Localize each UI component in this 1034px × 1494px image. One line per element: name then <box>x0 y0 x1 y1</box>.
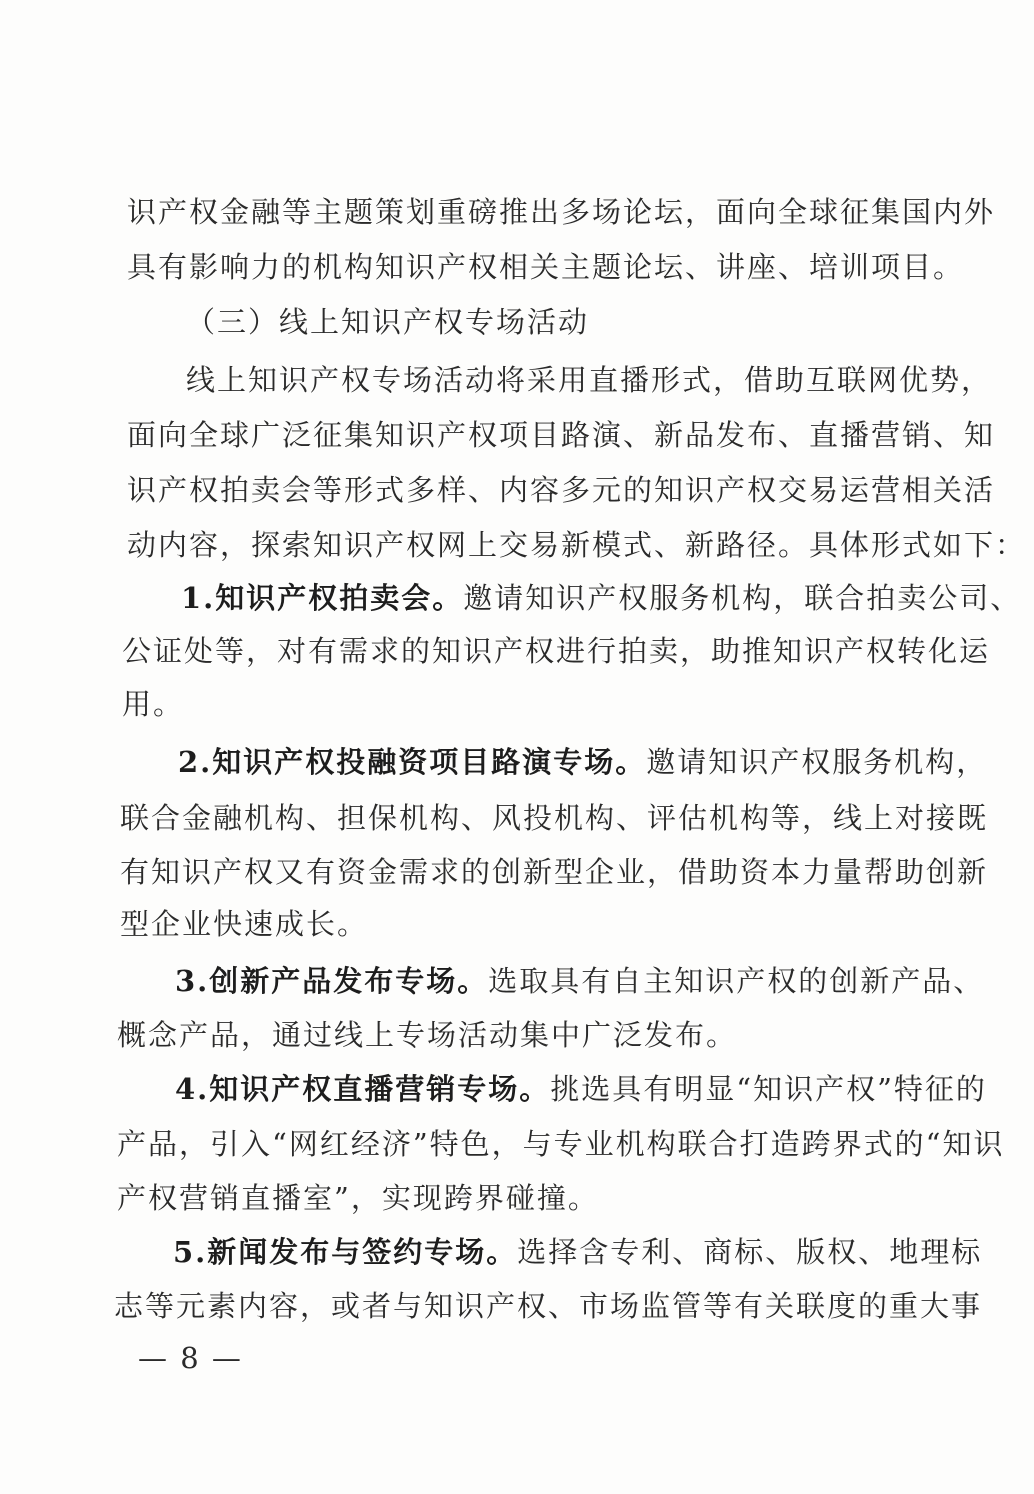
list-item-line: 产品，引入“网红经济”特色，与专业机构联合打造跨界式的“知识 <box>117 1127 1005 1161</box>
paragraph-line: 识产权金融等主题策划重磅推出多场论坛，面向全球征集国内外 <box>127 195 996 229</box>
list-item-line <box>0 578 1034 618</box>
item-title: 1.知识产权拍卖会。 <box>181 581 464 615</box>
list-item-line: 型企业快速成长。 <box>120 907 369 941</box>
list-item-line <box>0 1069 1034 1109</box>
page-number: — 8 — <box>138 1341 243 1375</box>
list-item-line: 联合金融机构、担保机构、风投机构、评估机构等，线上对接既 <box>120 801 989 835</box>
list-item-line <box>0 1232 1034 1272</box>
list-item-line: 概念产品，通过线上专场活动集中广泛发布。 <box>117 1018 738 1052</box>
paragraph-line: 面向全球广泛征集知识产权项目路演、新品发布、直播营销、知 <box>127 418 996 452</box>
item-text: 挑选具有明显“知识产权”特征的 <box>550 1072 987 1106</box>
item-title: 3.创新产品发布专场。 <box>175 964 489 998</box>
list-item-line: 产权营销直播室”，实现跨界碰撞。 <box>117 1181 599 1215</box>
section-heading: （三）线上知识产权专场活动 <box>186 305 590 339</box>
item-text: 选择含专利、商标、版权、地理标 <box>517 1235 983 1269</box>
item-text: 邀请知识产权服务机构， <box>646 745 988 779</box>
list-item-line: 志等元素内容，或者与知识产权、市场监管等有关联度的重大事 <box>114 1289 983 1323</box>
list-item-line: 有知识产权又有资金需求的创新型企业，借助资本力量帮助创新 <box>120 855 989 889</box>
list-item-line: 用。 <box>122 687 185 721</box>
item-title: 4.知识产权直播营销专场。 <box>175 1072 551 1106</box>
paragraph-line: 具有影响力的机构知识产权相关主题论坛、讲座、培训项目。 <box>127 250 965 284</box>
item-title: 2.知识产权投融资项目路演专场。 <box>178 745 647 779</box>
paragraph-line: 动内容，探索知识产权网上交易新模式、新路径。具体形式如下： <box>127 528 1027 562</box>
item-text: 邀请知识产权服务机构，联合拍卖公司、 <box>463 581 1022 615</box>
list-item-line <box>0 742 1034 782</box>
list-item-line: 公证处等，对有需求的知识产权进行拍卖，助推知识产权转化运 <box>122 634 991 668</box>
item-title: 5.新闻发布与签约专场。 <box>173 1235 518 1269</box>
item-text: 选取具有自主知识产权的创新产品、 <box>488 964 985 998</box>
list-item-line <box>0 961 1034 1001</box>
paragraph-line: 线上知识产权专场活动将采用直播形式，借助互联网优势， <box>186 363 993 397</box>
paragraph-line: 识产权拍卖会等形式多样、内容多元的知识产权交易运营相关活 <box>127 473 996 507</box>
